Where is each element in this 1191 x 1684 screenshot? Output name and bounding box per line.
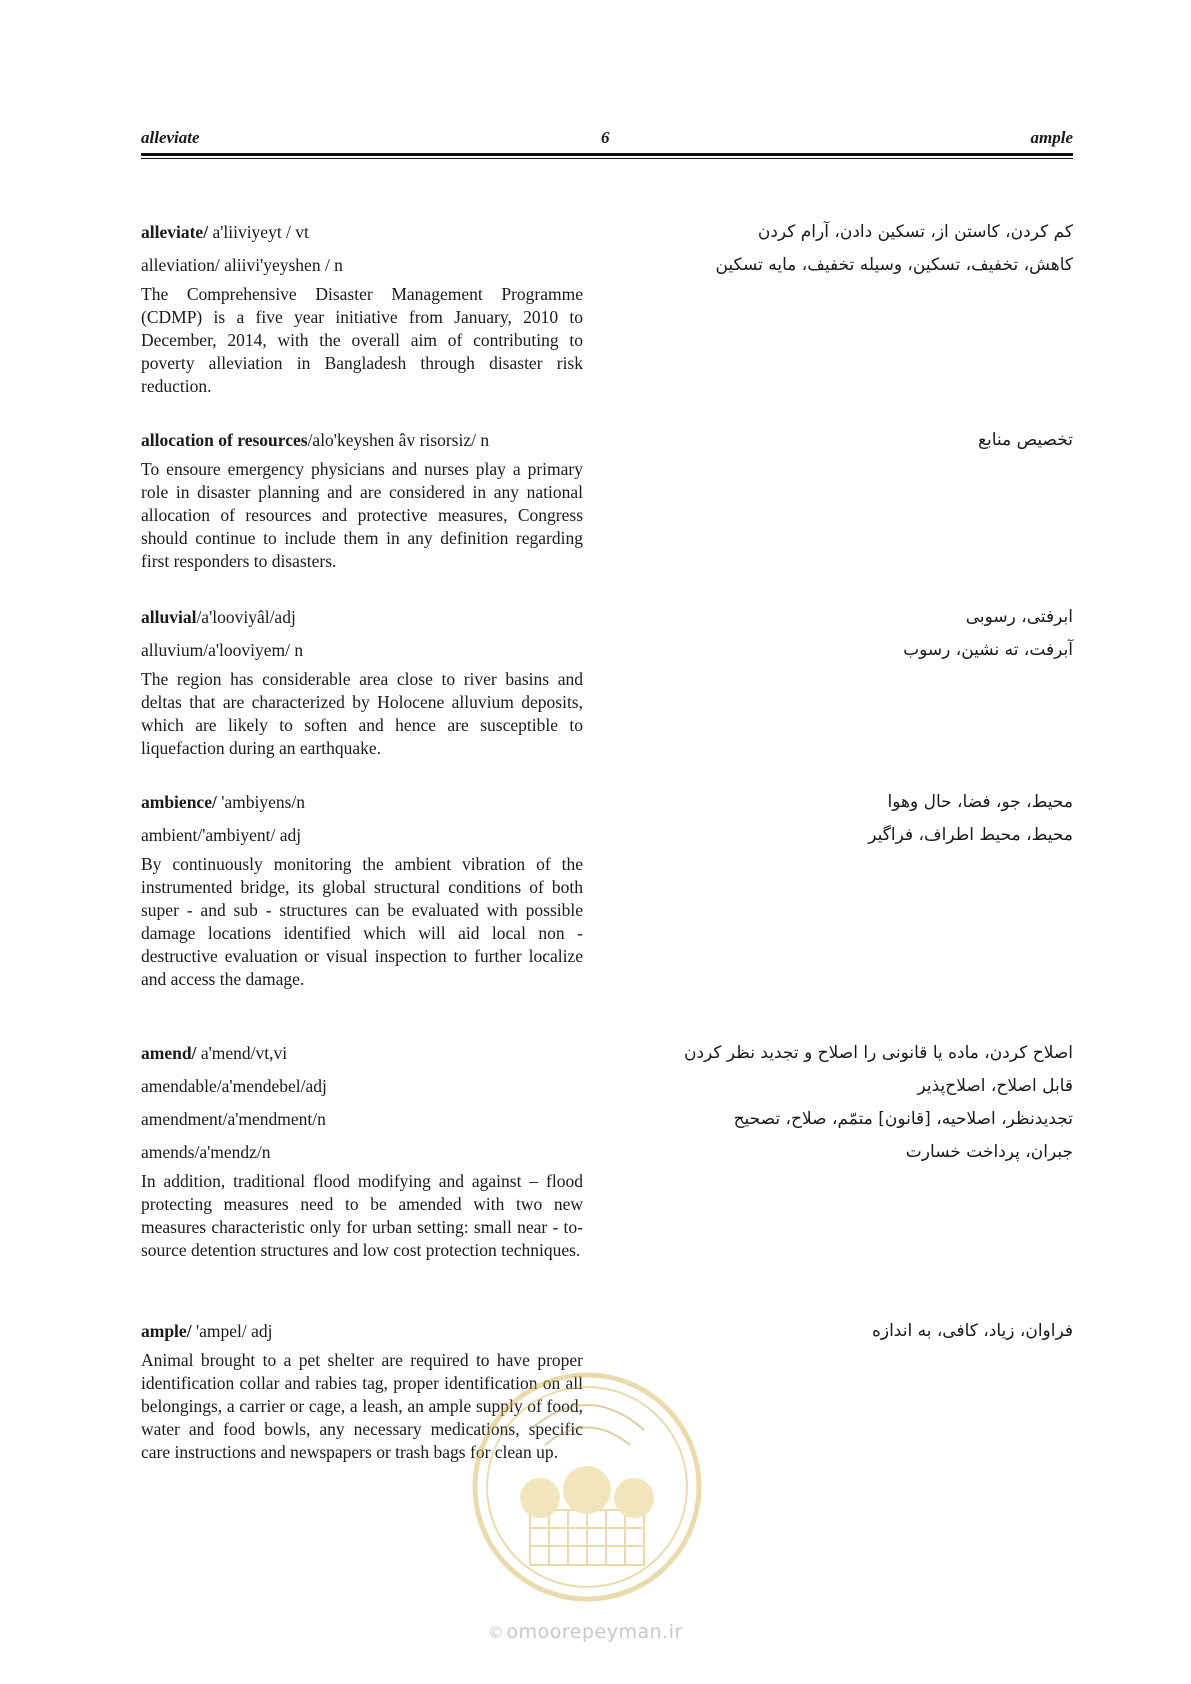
headword (141, 1042, 287, 1064)
headword (141, 791, 305, 813)
page-number: 6 (601, 128, 610, 147)
entry-line (141, 639, 1073, 672)
persian-definition: جبران، پرداخت خسارت (905, 1142, 1073, 1162)
derived-word: amendment/a'mendment/n (141, 1109, 326, 1129)
persian-definition: ابرفتی، رسوبی (965, 607, 1073, 627)
headword (141, 429, 489, 451)
dictionary-entry (141, 791, 1073, 991)
example-sentence: The Comprehensive Disaster Management Programme (CDMP) is a five year initiative from January, 2010 to December, 2014, with the overall aim of contributing to poverty alleviation in Bangladesh through disaster risk reduction. (141, 284, 583, 396)
persian-definition: قابل اصلاح، اصلاح‌پذیر (917, 1076, 1073, 1096)
persian-definition: آبرفت، ته نشین، رسوب (903, 640, 1073, 660)
headword-term: amend/ (141, 1043, 197, 1063)
pronunciation: /a'looviyâl/adj (196, 607, 296, 627)
entry-line (141, 1320, 1073, 1353)
entry-line (141, 429, 1073, 462)
entry-line (141, 1042, 1073, 1075)
headword-term: ample/ (141, 1321, 192, 1341)
dictionary-entry (141, 606, 1073, 760)
entry-line (141, 1141, 1073, 1174)
dictionary-entry (141, 221, 1073, 398)
dictionary-entry (141, 1320, 1073, 1464)
derived-word: alluvium/a'looviyem/ n (141, 640, 304, 660)
website-watermark (488, 1621, 683, 1643)
entry-line (141, 1075, 1073, 1108)
headword-term: alleviate/ (141, 222, 209, 242)
header-rule (141, 153, 1073, 156)
persian-definition: فراوان، زیاد، کافی، به اندازه (871, 1321, 1073, 1341)
derived-word: amendable/a'mendebel/adj (141, 1076, 327, 1096)
persian-definition: اصلاح کردن، ماده یا قانونی را اصلاح و تجدید نظر کردن (683, 1043, 1073, 1063)
example-sentence: In addition, traditional flood modifying and against – flood protecting measures need to be amended with two new measures characteristic only for urban setting: small near - to- source detention structures and low cost protection techniques. (141, 1171, 583, 1260)
entry-line (141, 606, 1073, 639)
pronunciation: a'liiviyeyt / vt (208, 222, 309, 242)
header-rule-thin (141, 158, 1073, 159)
headword (141, 221, 309, 243)
dictionary-entry (141, 429, 1073, 573)
headword-term: alluvial (141, 607, 197, 627)
pronunciation: 'ampel/ adj (191, 1321, 273, 1341)
headword (141, 606, 296, 628)
pronunciation: /alo'keyshen âv risorsiz/ n (307, 430, 490, 450)
example-sentence: The region has considerable area close to river basins and deltas that are characterized by Holocene alluvium deposits, which are likely to soften and hence are susceptible to liquefaction during an earthquake. (141, 669, 583, 758)
copyright-icon: © (488, 1623, 505, 1642)
persian-definition: کم کردن، کاستن از، تسکین دادن، آرام کردن (757, 222, 1073, 242)
headword (141, 1320, 272, 1342)
entry-line (141, 791, 1073, 824)
pronunciation: a'mend/vt,vi (196, 1043, 288, 1063)
persian-definition: محیط، جو، فضا، حال وهوا (887, 792, 1073, 812)
header-last-word: ample (1030, 128, 1073, 147)
website-text: omoorepeyman.ir (506, 1621, 683, 1643)
dictionary-entry (141, 1042, 1073, 1262)
example-sentence: Animal brought to a pet shelter are required to have proper identification collar and rabies tag, proper identification on all belongings, a carrier or cage, a leash, an ample supply of food, water and food bowls, any necessary medications, specific care instructions and newspapers or trash bags for clean up. (141, 1350, 583, 1462)
example-sentence: By continuously monitoring the ambient vibration of the instrumented bridge, its global structural conditions of both super - and sub - structures can be evaluated with possible damage locations identified which will aid local non - destructive evaluation or visual inspection to further localize and access the damage. (141, 854, 583, 989)
entry-line (141, 1108, 1073, 1141)
persian-definition: تجدیدنظر، اصلاحیه، [قانون] متمّم، صلاح، تصحیح (733, 1109, 1073, 1129)
entry-line (141, 824, 1073, 857)
persian-definition: تخصیص منابع (977, 430, 1073, 450)
headword-term: ambience/ (141, 792, 217, 812)
entry-line (141, 254, 1073, 287)
example-sentence: To ensoure emergency physicians and nurses play a primary role in disaster planning and are considered in any national allocation of resources and protective measures, Congress should continue to include them in any definition regarding first responders to disasters. (141, 459, 583, 571)
entry-line (141, 221, 1073, 254)
headword-term: allocation of resources (141, 430, 308, 450)
derived-word: ambient/'ambiyent/ adj (141, 825, 302, 845)
derived-word: alleviation/ aliivi'yeyshen / n (141, 255, 343, 275)
header-first-word: alleviate (141, 128, 200, 147)
pronunciation: 'ambiyens/n (216, 792, 306, 812)
page-header (141, 128, 1073, 150)
derived-word: amends/a'mendz/n (141, 1142, 271, 1162)
persian-definition: کاهش، تخفیف، تسکین، وسیله تخفیف، مایه تسکین (715, 255, 1073, 275)
persian-definition: محیط، محیط اطراف، فراگیر (868, 825, 1073, 845)
